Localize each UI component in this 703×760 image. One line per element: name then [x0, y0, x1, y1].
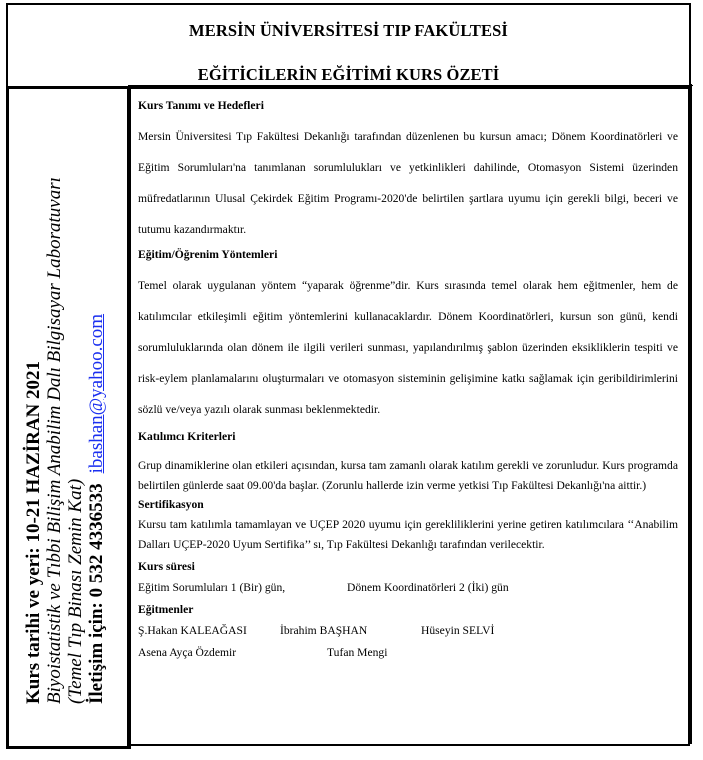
right-border: [689, 84, 692, 744]
trainers-row-2: [138, 645, 678, 660]
duration-row: [138, 580, 678, 595]
trainer-name: Hüseyin SELVİ: [421, 624, 495, 637]
trainers-title: Eğitmenler: [138, 603, 194, 616]
header-box: [6, 3, 691, 89]
cert-title: Sertifikasyon: [138, 498, 204, 511]
content-box: [128, 86, 690, 746]
trainer-name: İbrahim BAŞHAN: [280, 624, 368, 637]
duration-title: Kurs süresi: [138, 560, 195, 573]
criteria-text: Grup dinamiklerine olan etkileri açısından, kursa tam zamanlı olarak katılım gerekli ve zorunludur. Kurs programda belirtilen günlerde saat 09.00'da başlar. (Zorunlu hallerde izin verme yetkisi Tıp Fakültesi Dekanlığı'na aittir.): [138, 459, 678, 492]
goals-title: Kurs Tanımı ve Hedefleri: [138, 99, 264, 112]
duration-coordinators: Dönem Koordinatörleri 2 (İki) gün: [347, 581, 509, 594]
course-date-place: Kurs tarihi ve yeri: 10-21 HAZİRAN 2021: [23, 360, 44, 704]
trainers-row-1: [138, 623, 678, 638]
trainer-name: Ş.Hakan KALEAĞASI: [138, 624, 247, 637]
trainer-name: Asena Ayça Özdemir: [138, 646, 237, 659]
trainer-name: Tufan Mengi: [327, 646, 388, 659]
side-panel: [6, 86, 131, 749]
cert-text: Kursu tam katılımla tamamlayan ve UÇEP 2020 uyumu için gerekliliklerini yerine getiren katılımcılara ‘‘Anabilim Dalları UÇEP-2020 Uyum Sertifika’’ sı, Tıp Fakültesi Dekanlığı tarafından verilecektir.: [138, 518, 678, 551]
building-line: (Temel Tıp Binası Zemin Kat): [65, 478, 86, 704]
course-title: EĞİTİCİLERİN EĞİTİMİ KURS ÖZETİ: [197, 65, 500, 84]
methods-text: Temel olarak uygulanan yöntem “yaparak öğrenme”dir. Kurs sırasında temel olarak hem eğitmenler, hem de katılımcılar etkileşimli eğitim yöntemlerini kullanacaklardır. Dönem Koordinatörleri, kursun son günü, kendi sorumluluklarında olan dönem ile ilgili verileri sunması, yapılandırılmış şablon üzerinden eksikliklerin tespiti ve risk-eylem planlamalarını oluşturmaları ve otomasyon sisteminin gelişimine katkı sağlamak için geribildirimlerini sözlü ve/veya yazılı olarak sunması beklenmektedir.: [138, 279, 678, 416]
criteria-title: Katılımcı Kriterleri: [138, 430, 236, 443]
contact-label: İletişim için: 0 532 4336533: [86, 483, 107, 704]
goals-text: Mersin Üniversitesi Tıp Fakültesi Dekanlığı tarafından düzenlenen bu kursun amacı; Dönem Koordinatörleri ve Eğitim Sorumluları'na tanımlanan sorumlulukları ve yetkinlikleri dahilinde, Otomasyon Sistemi üzerinden müfredatlarının Ulusal Çekirdek Eğitim Programı-2020'de belirtilen şartlara uyumu için gerekli bilgi, beceri ve tutumu kazandırmaktır.: [138, 130, 678, 236]
department-line: Biyoistatistik ve Tıbbi Bilişim Anabilim Dalı Bilgisayar Laboratuvarı: [44, 177, 65, 704]
methods-title: Eğitim/Öğrenim Yöntemleri: [138, 248, 278, 261]
duration-trainers: Eğitim Sorumluları 1 (Bir) gün,: [138, 581, 286, 594]
contact-line: [86, 104, 107, 704]
email-link[interactable]: ibashan@yahoo.com: [86, 313, 107, 474]
content-inner: [138, 98, 678, 660]
side-rotated-text: [23, 104, 113, 704]
faculty-title: MERSİN ÜNİVERSİTESİ TIP FAKÜLTESİ: [189, 21, 508, 40]
